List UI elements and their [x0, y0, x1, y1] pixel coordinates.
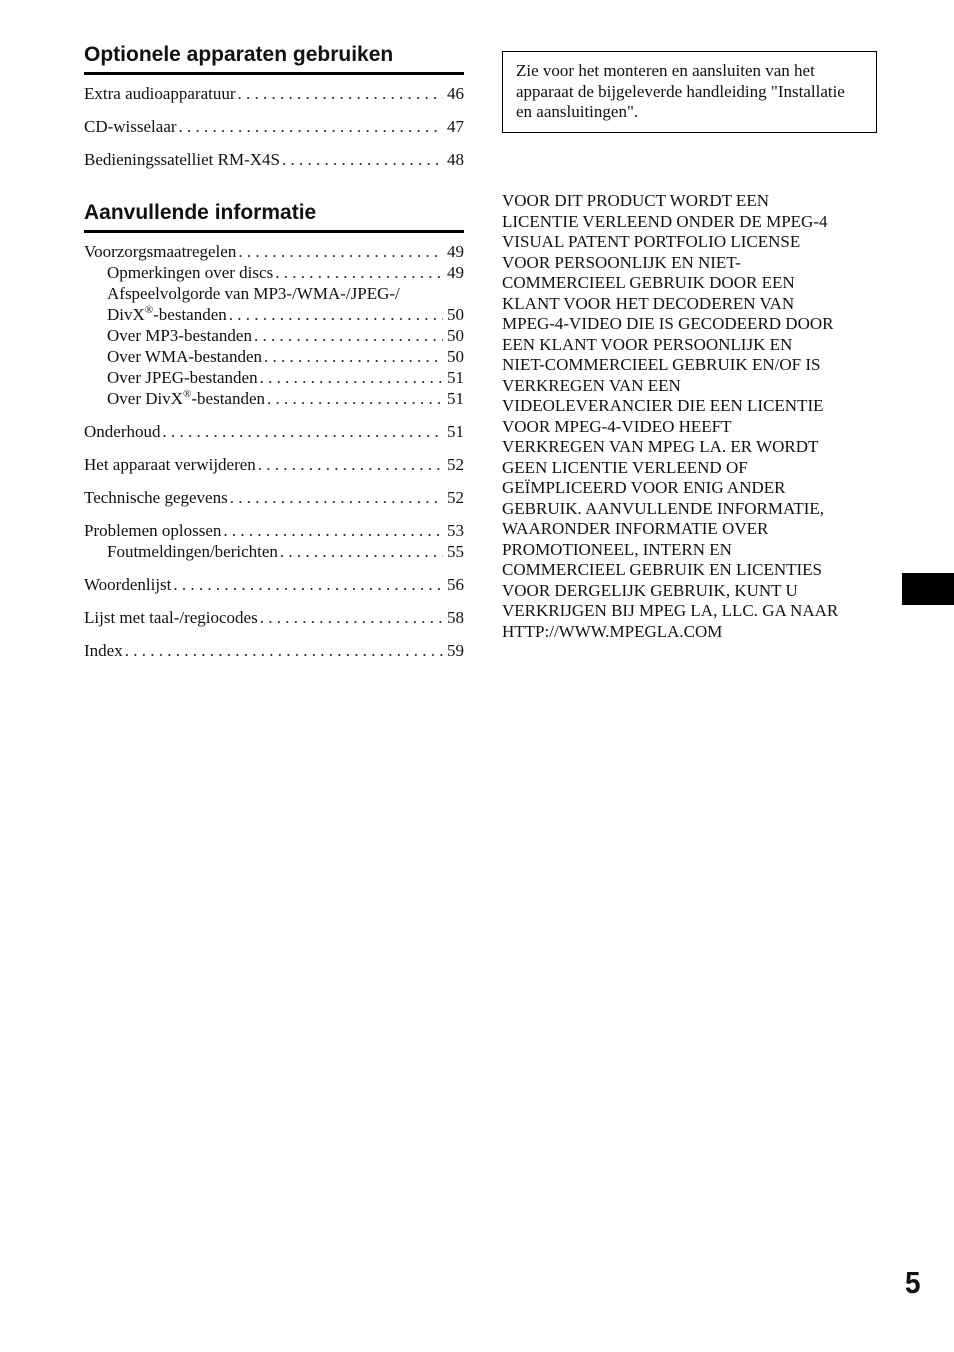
toc-entry[interactable]: Extra audioapparatuur . . . 46	[84, 83, 464, 104]
toc-entry[interactable]: Het apparaat verwijderen . . . 52	[84, 454, 464, 475]
toc-subentry[interactable]: Over MP3-bestanden . . . 50	[84, 325, 464, 346]
toc-subentry[interactable]: DivX®-bestanden . . . 50	[84, 304, 464, 325]
toc-subentry-line: Afspeelvolgorde van MP3-/WMA-/JPEG-/	[107, 284, 400, 303]
toc-list-additional-info	[84, 241, 464, 661]
section-title-additional-info: Aanvullende informatie	[84, 200, 464, 233]
toc-entry[interactable]: Onderhoud . . . 51	[84, 421, 464, 442]
toc-entry[interactable]: Voorzorgsmaatregelen . . . 49	[84, 241, 464, 262]
table-of-contents	[84, 42, 464, 661]
toc-entry[interactable]: Technische gegevens . . . 52	[84, 487, 464, 508]
toc-subentry[interactable]: Opmerkingen over discs . . . 49	[84, 262, 464, 283]
toc-subentry[interactable]: Foutmeldingen/berichten . . . 55	[84, 541, 464, 562]
toc-list-optional-devices	[84, 83, 464, 170]
toc-subentry[interactable]: Over DivX®-bestanden . . . 51	[84, 388, 464, 409]
toc-entry[interactable]: Woordenlijst . . . 56	[84, 574, 464, 595]
toc-subentry[interactable]: Over WMA-bestanden . . . 50	[84, 346, 464, 367]
mpeg4-license-notice: VOOR DIT PRODUCT WORDT EEN LICENTIE VERLEEND ONDER DE MPEG-4 VISUAL PATENT PORTFOLIO LICENSE VOOR PERSOONLIJK EN NIET- COMMERCIEEL GEBRUIK DOOR EEN KLANT VOOR HET DECODEREN VAN MPEG-4-VIDEO DIE IS GECODEERD DOOR EEN KLANT VOOR PERSOONLIJK EN NIET-COMMERCIEEL GEBRUIK EN/OF IS VERKREGEN VAN EEN VIDEOLEVERANCIER DIE EEN LICENTIE VOOR MPEG-4-VIDEO HEEFT VERKREGEN VAN MPEG LA. ER WORDT GEEN LICENTIE VERLEEND OF GEÏMPLICEERD VOOR ENIG ANDER GEBRUIK. AANVULLENDE INFORMATIE, WAARONDER INFORMATIE OVER PROMOTIONEEL, INTERN EN COMMERCIEEL GEBRUIK EN LICENTIES VOOR DERGELIJK GEBRUIK, KUNT U VERKRIJGEN BIJ MPEG LA, LLC. GA NAAR HTTP://WWW.MPEGLA.COM	[502, 191, 839, 641]
section-title-optional-devices: Optionele apparaten gebruiken	[84, 42, 464, 75]
page-number: 5	[905, 1265, 921, 1300]
toc-subentry[interactable]: Over JPEG-bestanden . . . 51	[84, 367, 464, 388]
installation-note-box: Zie voor het monteren en aansluiten van het apparaat de bijgeleverde handleiding "Installatie en aansluitingen".	[502, 51, 877, 133]
toc-entry[interactable]: Index . . . 59	[84, 640, 464, 661]
toc-entry[interactable]: Problemen oplossen . . . 53	[84, 520, 464, 541]
toc-entry[interactable]: Bedieningssatelliet RM-X4S . . . 48	[84, 149, 464, 170]
section-tab-marker	[902, 573, 954, 605]
toc-entry[interactable]: CD-wisselaar . . . 47	[84, 116, 464, 137]
toc-entry[interactable]: Lijst met taal-/regiocodes . . . 58	[84, 607, 464, 628]
